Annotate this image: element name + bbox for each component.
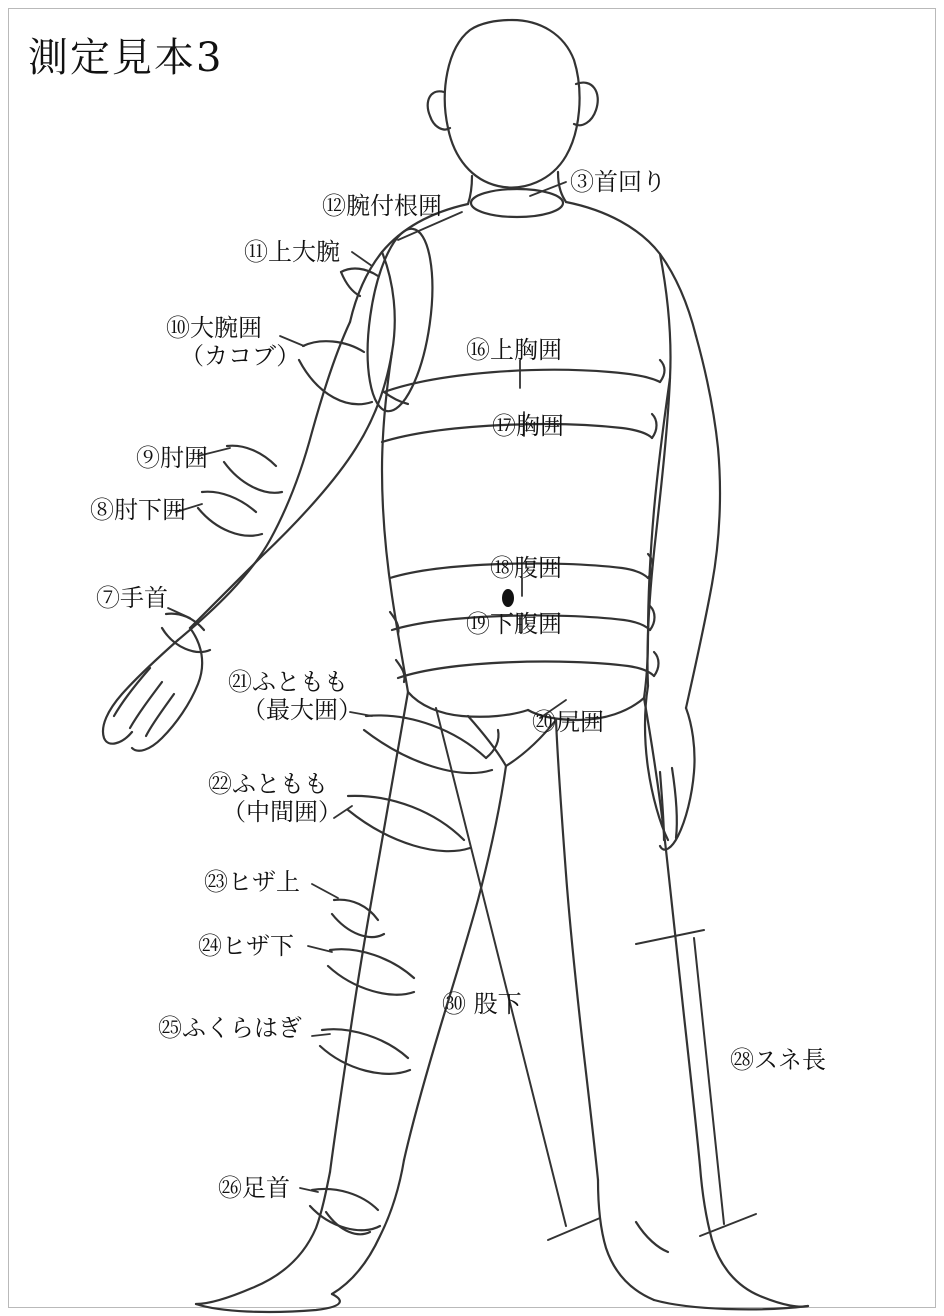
label-20: ⑳尻囲 — [532, 708, 604, 736]
label-23: ㉓ヒザ上 — [204, 868, 300, 896]
label-8: ⑧肘下囲 — [90, 496, 186, 524]
label-10-sub: （カコブ） — [180, 342, 301, 371]
label-28: ㉘スネ長 — [730, 1046, 826, 1074]
label-19: ⑲下腹囲 — [466, 610, 562, 638]
label-16: ⑯上胸囲 — [466, 336, 562, 364]
label-24: ㉔ヒザ下 — [198, 932, 294, 960]
label-22-sub: （中間囲） — [222, 798, 342, 827]
page-title: 測定見本3 — [28, 35, 224, 81]
label-21: ㉑ふともも （最大囲） — [228, 668, 362, 725]
label-30: ㉚ 股下 — [442, 990, 522, 1018]
label-22: ㉒ふともも （中間囲） — [208, 770, 342, 827]
label-12: ⑫腕付根囲 — [322, 192, 442, 220]
label-3: ③首回り — [570, 168, 666, 196]
label-7: ⑦手首 — [96, 584, 168, 612]
label-26: ㉖足首 — [218, 1174, 290, 1202]
label-10: ⑩大腕囲 （カコブ） — [166, 314, 301, 371]
label-9: ⑨肘囲 — [136, 444, 208, 472]
label-17: ⑰胸囲 — [492, 412, 564, 440]
label-18: ⑱腹囲 — [490, 554, 562, 582]
label-21-sub: （最大囲） — [242, 696, 362, 725]
label-25: ㉕ふくらはぎ — [158, 1014, 302, 1042]
label-11: ⑪上大腕 — [244, 238, 340, 266]
